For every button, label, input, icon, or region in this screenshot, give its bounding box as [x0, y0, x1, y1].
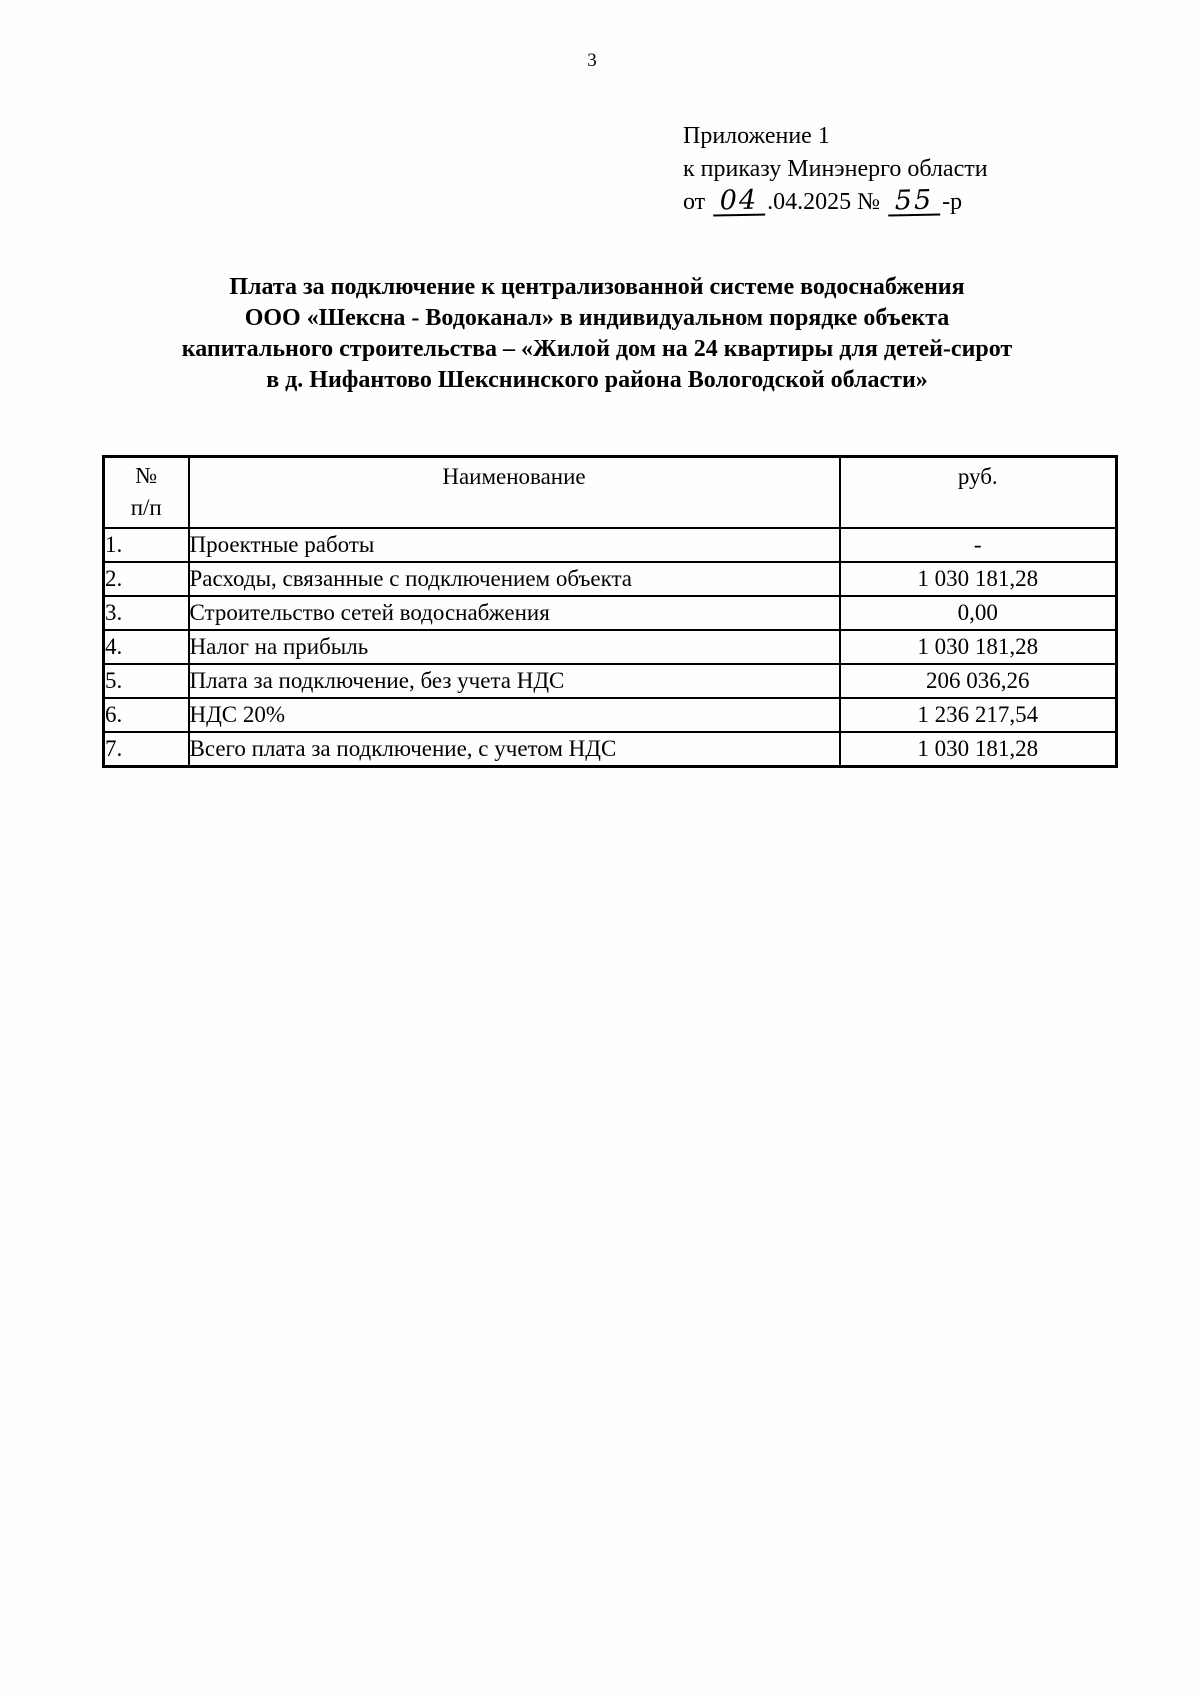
- row-value: 206 036,26: [840, 664, 1117, 698]
- row-name: Расходы, связанные с подключением объекта: [189, 562, 840, 596]
- row-value: 1 030 181,28: [840, 630, 1117, 664]
- ref-prefix: от: [683, 189, 706, 215]
- row-value: 0,00: [840, 596, 1117, 630]
- fee-table: [102, 455, 1118, 768]
- row-value: -: [840, 528, 1117, 562]
- row-name: НДС 20%: [189, 698, 840, 732]
- row-value: 1 236 217,54: [840, 698, 1117, 732]
- title-line-2: ООО «Шексна - Водоканал» в индивидуальном порядке объекта: [244, 305, 950, 331]
- row-num: 2.: [104, 562, 189, 596]
- title-line-4: в д. Нифантово Шекснинского района Вологодской области»: [266, 367, 928, 393]
- ref-suffix: -р: [942, 189, 963, 215]
- ref-middle: .04.2025 №: [767, 189, 881, 215]
- header-num-line1: №: [135, 463, 158, 488]
- table-row: [104, 698, 1117, 732]
- title-line-1: Плата за подключение к централизованной системе водоснабжения: [229, 274, 965, 300]
- table-row: [104, 630, 1117, 664]
- handwritten-order-number: 55: [888, 189, 940, 217]
- row-name: Всего плата за подключение, с учетом НДС: [189, 732, 840, 767]
- header-num: [104, 457, 189, 528]
- appendix-order-line: к приказу Минэнерго области: [683, 156, 988, 182]
- appendix-ref-line: [683, 186, 988, 219]
- row-num: 3.: [104, 596, 189, 630]
- row-name: Строительство сетей водоснабжения: [189, 596, 840, 630]
- table-row: [104, 562, 1117, 596]
- row-num: 5.: [104, 664, 189, 698]
- header-name: Наименование: [189, 457, 840, 528]
- header-num-line2: п/п: [130, 495, 162, 520]
- row-num: 7.: [104, 732, 189, 767]
- row-name: Плата за подключение, без учета НДС: [189, 664, 840, 698]
- row-value: 1 030 181,28: [840, 732, 1117, 767]
- page-number: 3: [587, 50, 597, 71]
- title-line-3: капитального строительства – «Жилой дом на 24 квартиры для детей-сирот: [181, 336, 1013, 362]
- header-value: руб.: [840, 457, 1117, 528]
- row-num: 1.: [104, 528, 189, 562]
- table-row: [104, 528, 1117, 562]
- row-value: 1 030 181,28: [840, 562, 1117, 596]
- table-row: [104, 732, 1117, 767]
- table-row: [104, 596, 1117, 630]
- table-row: [104, 664, 1117, 698]
- row-num: 6.: [104, 698, 189, 732]
- row-name: Проектные работы: [189, 528, 840, 562]
- document-title: [92, 272, 1102, 396]
- row-name: Налог на прибыль: [189, 630, 840, 664]
- appendix-block: [683, 120, 988, 219]
- appendix-title: Приложение 1: [683, 123, 830, 149]
- row-num: 4.: [104, 630, 189, 664]
- table-header-row: [104, 457, 1117, 528]
- handwritten-date: 04: [713, 189, 765, 217]
